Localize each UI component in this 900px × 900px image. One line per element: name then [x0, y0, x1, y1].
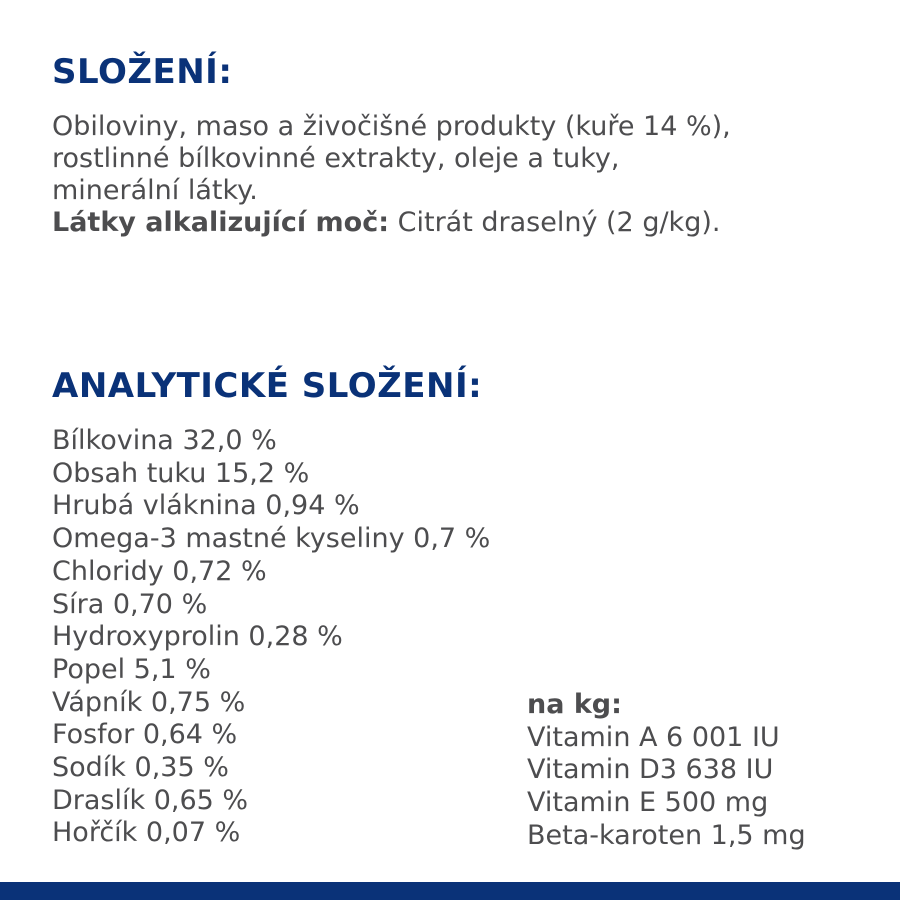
per-kg-list [527, 722, 806, 853]
composition-line: rostlinné bílkovinné extrakty, oleje a tuky, [52, 143, 620, 174]
per-kg-item: Vitamin D3 638 IU [527, 754, 774, 786]
composition-line: Obiloviny, maso a živočišné produkty (kuře 14 %), [52, 111, 731, 142]
additive-value: Citrát draselný (2 g/kg). [389, 207, 721, 238]
per-kg-item: Vitamin A 6 001 IU [527, 721, 780, 753]
composition-heading: SLOŽENÍ: [52, 52, 233, 92]
per-kg-label: na kg: [527, 689, 622, 720]
analytical-item: Omega-3 mastné kyseliny 0,7 % [52, 523, 491, 555]
analytical-item: Hořčík 0,07 % [52, 817, 241, 849]
analytical-item: Vápník 0,75 % [52, 686, 246, 718]
analytical-item: Obsah tuku 15,2 % [52, 457, 310, 489]
analytical-item: Fosfor 0,64 % [52, 719, 238, 751]
analytical-item: Hydroxyprolin 0,28 % [52, 621, 343, 653]
composition-line: minerální látky. [52, 175, 258, 206]
additive-label: Látky alkalizující moč: [52, 207, 390, 238]
composition-text [52, 111, 872, 239]
per-kg-item: Beta-karoten 1,5 mg [527, 819, 806, 851]
additive-line [52, 207, 872, 239]
analytical-item: Popel 5,1 % [52, 653, 211, 685]
analytical-item: Hrubá vláknina 0,94 % [52, 490, 360, 522]
per-kg-item: Vitamin E 500 mg [527, 787, 769, 819]
footer-bar [0, 882, 900, 900]
analytical-item: Draslík 0,65 % [52, 784, 249, 816]
analytical-list [52, 425, 490, 850]
analytical-item: Sodík 0,35 % [52, 752, 229, 784]
analytical-item: Síra 0,70 % [52, 588, 208, 620]
analytical-heading: ANALYTICKÉ SLOŽENÍ: [52, 366, 483, 406]
analytical-item: Chloridy 0,72 % [52, 555, 267, 587]
analytical-item: Bílkovina 32,0 % [52, 425, 277, 456]
per-kg-section [527, 689, 806, 853]
